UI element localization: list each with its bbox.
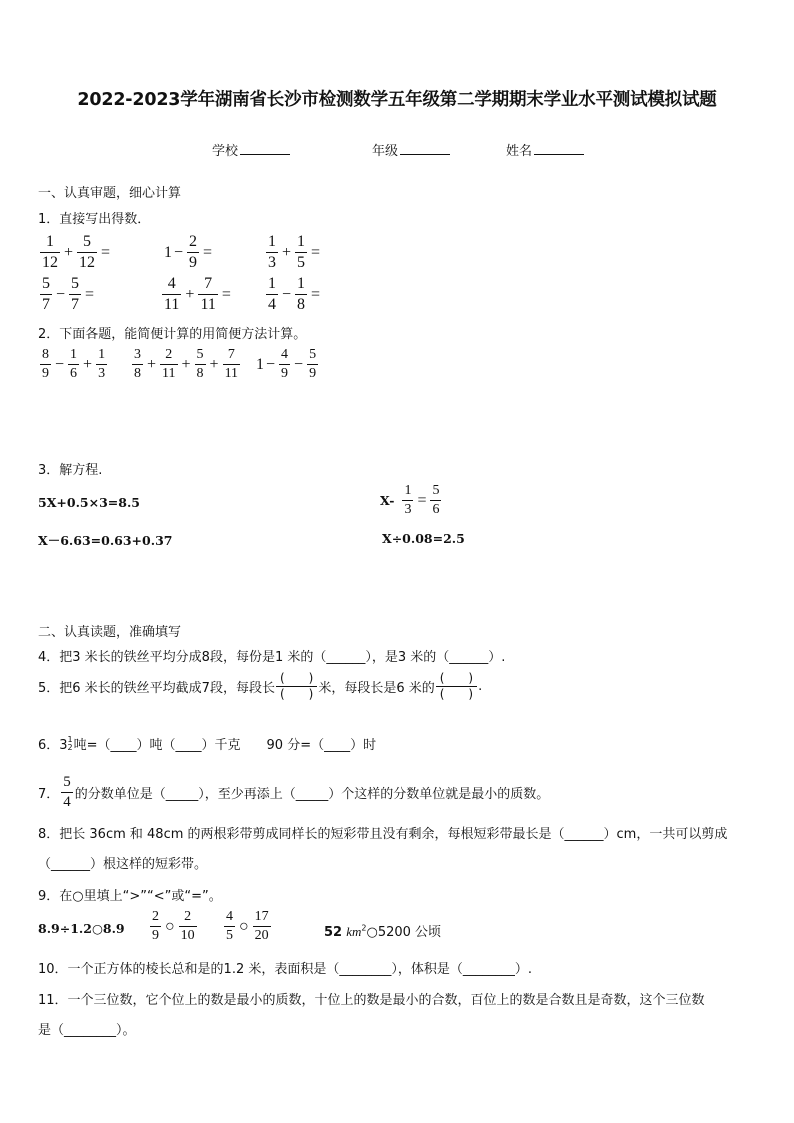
q2-expr-1: $\frac{8}{9}$ − $\frac{1}{6}$ + $\frac{1}{3}$ (42, 347, 106, 381)
q3-label: 3．解方程. (38, 463, 103, 478)
q2-label: 2．下面各题，能简便计算的用简便方法计算。 (38, 327, 307, 342)
grade-field: 年级 (372, 140, 450, 159)
name-field: 姓名 (506, 140, 584, 159)
q6: 6．3 1 2 吨=（____）吨（____）千克 90 分=（____）时 (38, 734, 377, 753)
q11-line-1: 11．一个三位数，它个位上的数是最小的质数，十位上的数是最小的合数，百位上的数是合数且是奇数，这个三位数 (38, 993, 705, 1008)
q1-item-2: 1 − $\frac{2}{9}$ = (164, 233, 213, 271)
q3-equation-3: X－6.63=0.63+0.37 (38, 533, 173, 548)
q8-line-2: （______）根这样的短彩带。 (38, 857, 208, 872)
q5: 5．把6 米长的铁丝平均截成7段，每段长 ( ) ( ) 米，每段长是6 米的 ( ) ( ) . (38, 671, 483, 702)
q9-compare-2: $\frac{2}{9}$ ○ $\frac{2}{10}$ (152, 909, 195, 943)
q7: 7． $\frac{5}{4}$ 的分数单位是（_____），至少再添上（_____）个这样的分数单位就是最小的质数。 (38, 774, 550, 810)
q2-expr-2: $\frac{3}{8}$ + $\frac{2}{11}$ + $\frac{5}{8}$ + $\frac{7}{11}$ (134, 347, 239, 381)
page-title: 2022-2023学年湖南省长沙市检测数学五年级第二学期期末学业水平测试模拟试题 (77, 90, 717, 110)
q3-equation-2: X- $\frac{1}{3}$ = $\frac{5}{6}$ (380, 483, 440, 517)
q9-compare-4: 52 $km^2○5200$ 公顷 (324, 923, 442, 940)
q2-expr-3: 1 − $\frac{4}{9}$ − $\frac{5}{9}$ (256, 347, 317, 381)
q9-compare-1: 8.9÷1.2○8.9 (38, 921, 125, 936)
q9-label: 9．在○里填上“>”“<”或“=”。 (38, 889, 222, 904)
q1-item-6: $\frac{1}{4}$ − $\frac{1}{8}$ = (268, 275, 321, 313)
q1-item-1: $\frac{1}{12}$ + $\frac{5}{12}$ = (42, 233, 111, 271)
q1-label: 1．直接写出得数． (38, 212, 151, 227)
q8-line-1: 8．把长 36cm 和 48cm 的两根彩带剪成同样长的短彩带且没有剩余，每根短彩带最长是（______）cm，一共可以剪成 (38, 827, 728, 842)
school-field: 学校 (212, 140, 290, 159)
q9-compare-3: $\frac{4}{5}$ ○ $\frac{17}{20}$ (226, 909, 269, 943)
q10: 10．一个正方体的棱长总和是的1.2 米，表面积是（________），体积是（________）. (38, 962, 532, 977)
q3-equation-1: 5X+0.5×3=8.5 (38, 495, 141, 510)
q1-item-3: $\frac{1}{3}$ + $\frac{1}{5}$ = (268, 233, 321, 271)
q4: 4．把3 米长的铁丝平均分成8段，每份是1 米的（______），是3 米的（______）. (38, 650, 506, 665)
section-2-heading: 二、认真读题，准确填写 (38, 625, 182, 640)
q1-item-5: $\frac{4}{11}$ + $\frac{7}{11}$ = (164, 275, 231, 313)
q1-item-4: $\frac{5}{7}$ − $\frac{5}{7}$ = (42, 275, 95, 313)
section-1-heading: 一、认真审题，细心计算 (38, 186, 182, 201)
q3-equation-4: X÷0.08=2.5 (382, 531, 465, 546)
q11-line-2: 是（________）。 (38, 1023, 136, 1038)
